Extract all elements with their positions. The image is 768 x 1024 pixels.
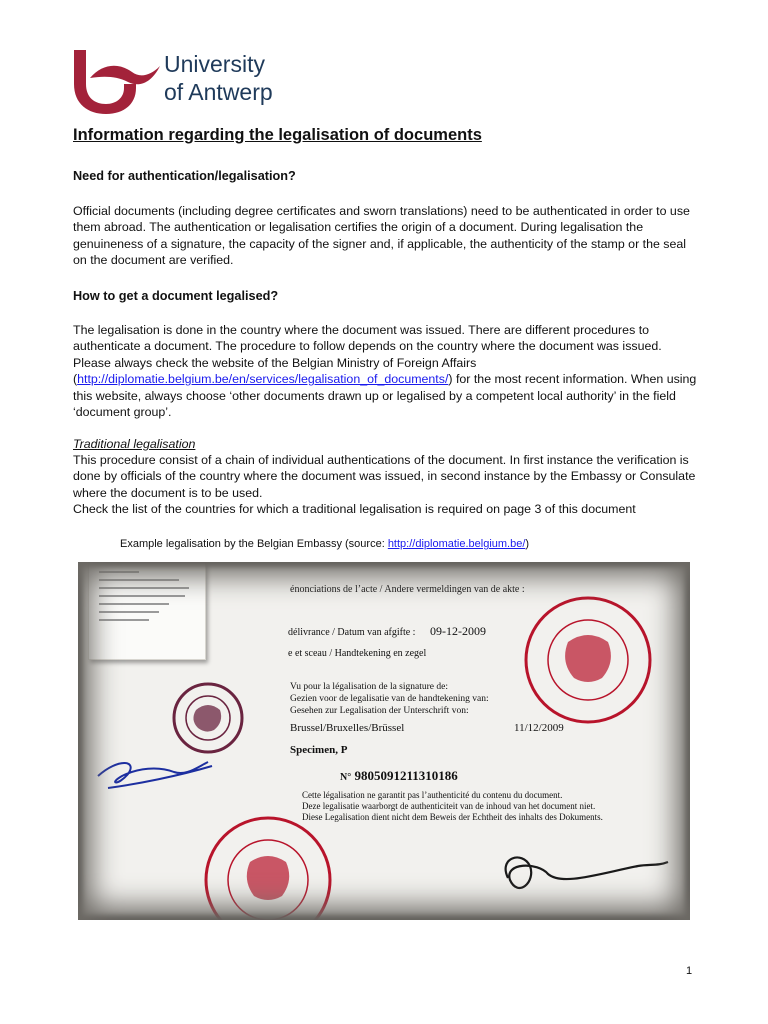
section-heading-need: Need for authentication/legalisation?: [73, 169, 296, 183]
figure-caption: [120, 537, 529, 552]
photo-line-enonciations: énonciations de l’acte / Andere vermeldingen van de akte :: [290, 584, 525, 595]
photo-number-value: 9805091211310186: [354, 768, 458, 783]
caption-close: ): [525, 538, 530, 550]
foreign-affairs-link[interactable]: http://diplomatie.belgium.be/en/services/legalisation_of_documents/: [77, 372, 449, 387]
commune-stamp-icon: [174, 684, 242, 752]
photo-place: Brussel/Bruxelles/Brüssel: [290, 722, 405, 734]
section-heading-how: How to get a document legalised?: [73, 289, 279, 303]
paragraph-traditional: This procedure consist of a chain of individual authentications of the document. In first instance the verification is done by officials of the country where the document was issued, in second instance by the Embassy or Consulate where the document is to be used.: [73, 453, 696, 500]
federal-service-stamp-icon: [206, 818, 330, 920]
university-logo: [70, 48, 300, 116]
legalisation-example-photo: [78, 562, 690, 920]
logo-line-university: University: [164, 51, 265, 77]
photo-disclaimer-nl: Deze legalisatie waarborgt de authenticiteit van de inhoud van het document niet.: [302, 801, 596, 811]
document-title: Information regarding the legalisation of documents: [73, 126, 482, 144]
subheading-traditional: Traditional legalisation: [73, 437, 196, 451]
embassy-stamp-icon: [526, 598, 650, 722]
page-number: 1: [686, 965, 693, 977]
paragraph-how: [73, 322, 703, 420]
paragraph-how-part1: The legalisation is done in the country where the document was issued. There are different procedures to authenticate a document. The procedure to follow depends on the country where the document was issued. Please always check the website of the Belgian Ministry of Foreign Affairs (: [73, 323, 662, 387]
photo-delivrance-label: délivrance / Datum van afgifte :: [288, 627, 416, 638]
official-signature-icon: [506, 857, 668, 887]
photo-number-prefix: N°: [340, 772, 352, 783]
photo-legal-fr: Vu pour la légalisation de la signature de:: [290, 682, 448, 692]
photo-disclaimer-fr: Cette légalisation ne garantit pas l’authenticité du contenu du document.: [302, 790, 563, 800]
logo-line-antwerp: of Antwerp: [164, 79, 273, 105]
paragraph-country-list: Check the list of the countries for which a traditional legalisation is required on page 3 of this document: [73, 502, 636, 516]
photo-date: 11/12/2009: [514, 722, 564, 734]
specimen-signature-icon: [98, 762, 212, 788]
photo-legal-de: Gesehen zur Legalisation der Unterschrift von:: [290, 706, 469, 716]
photo-delivrance-date: 09-12-2009: [429, 624, 486, 638]
photo-line-handtekening: e et sceau / Handtekening en zegel: [288, 648, 427, 659]
inset-document-thumbnail: [88, 562, 206, 660]
paragraph-need: Official documents (including degree certificates and sworn translations) need to be authenticated in order to use them abroad. The authentication or legalisation certifies the origin of a document. During legalisation the genuineness of a signature, the capacity of the signer and, if applicable, the authenticity of the stamp or the seal on the document are verified.: [73, 204, 690, 268]
photo-legal-nl: Gezien voor de legalisatie van de handtekening van:: [290, 694, 489, 704]
logo-text: [164, 50, 273, 106]
university-emblem-icon: [70, 48, 162, 116]
caption-text: Example legalisation by the Belgian Embassy (source:: [120, 538, 388, 550]
diplomatie-link[interactable]: http://diplomatie.belgium.be/: [387, 538, 526, 550]
photo-specimen-name: Specimen, P: [290, 744, 348, 756]
paragraph-how-part2: ) for the most recent information. When using this website, always choose ‘other documents drawn up or legalised by a competent local authority’ in the field ‘document group’.: [73, 372, 697, 420]
photo-disclaimer-de: Diese Legalisation dient nicht dem Beweis der Echtheit des inhalts des Dokuments.: [302, 812, 603, 822]
